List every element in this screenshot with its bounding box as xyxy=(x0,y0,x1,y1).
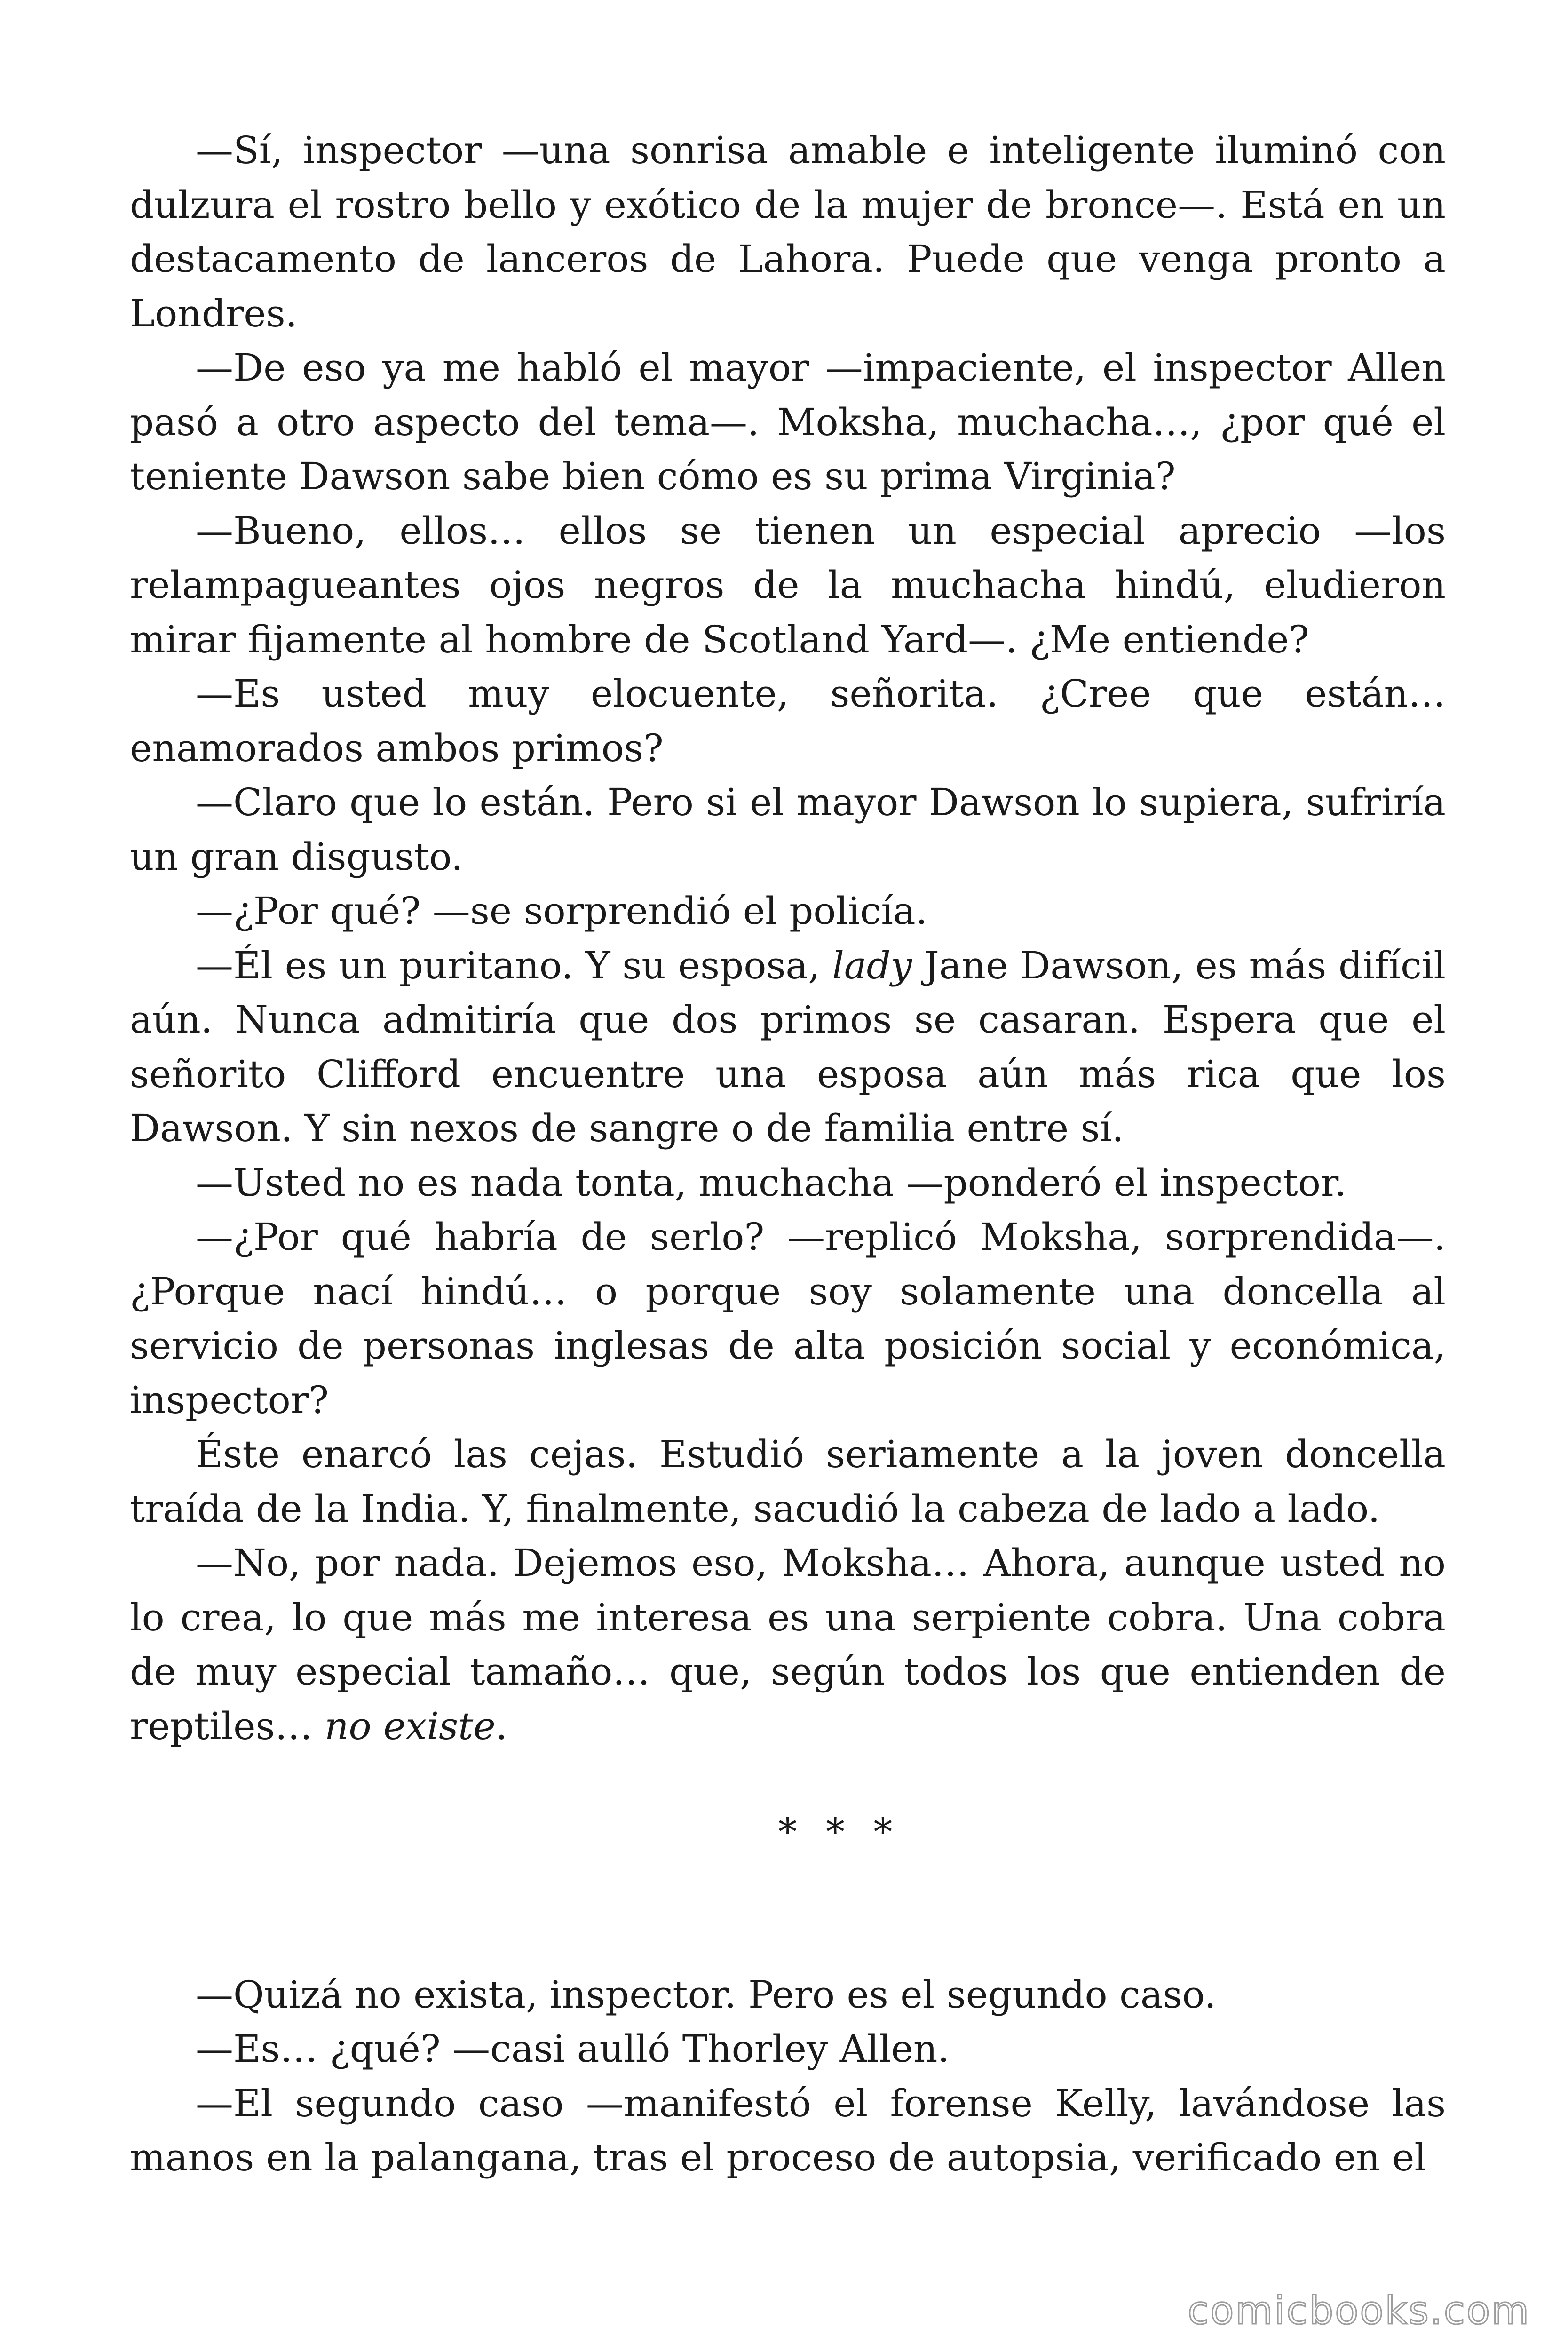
paragraph xyxy=(130,884,1446,938)
paragraph xyxy=(130,2022,1446,2076)
text-run: —Quizá no exista, inspector. Pero es el segundo caso. xyxy=(196,1972,1216,2017)
italic-text: no existe xyxy=(324,1704,496,1748)
text-run: —Es usted muy elocuente, señorita. ¿Cree que están… enamorados ambos primos? xyxy=(130,672,1446,770)
text-run: Jane Dawson, es más difícil aún. Nunca admitiría que dos primos se casaran. Espera que el señorito Clifford encuentre una esposa aún más rica que los Dawson. Y sin nexos de sangre o de familia entre sí. xyxy=(130,943,1446,1150)
text-run: —Usted no es nada tonta, muchacha —ponderó el inspector. xyxy=(196,1160,1346,1205)
paragraph xyxy=(130,1536,1446,1753)
text-run: —¿Por qué? —se sorprendió el policía. xyxy=(196,889,928,933)
paragraph xyxy=(130,775,1446,884)
text-section-before-break xyxy=(130,123,1446,1753)
text-run: —Es… ¿qué? —casi aulló Thorley Allen. xyxy=(196,2027,950,2071)
scene-break-separator: * * * xyxy=(778,1810,901,1854)
paragraph xyxy=(130,123,1446,341)
paragraph xyxy=(130,938,1446,1156)
italic-text: lady xyxy=(832,943,912,987)
book-page xyxy=(130,123,1446,2185)
text-run: —Bueno, ellos… ellos se tienen un especial aprecio —los relampagueantes ojos negros de la muchacha hindú, eludieron mirar fijamente al hombre de Scotland Yard—. ¿Me entiende? xyxy=(130,509,1446,661)
paragraph xyxy=(130,1427,1446,1536)
text-run: —El segundo caso —manifestó el forense Kelly, lavándose las manos en la palangana, tras el proceso de autopsia, verificado en el xyxy=(130,2081,1446,2179)
paragraph xyxy=(130,667,1446,775)
text-run: —No, por nada. Dejemos eso, Moksha… Ahora, aunque usted no lo crea, lo que más me interesa es una serpiente cobra. Una cobra de muy especial tamaño… que, según todos los que entienden de reptiles… xyxy=(130,1541,1446,1748)
paragraph xyxy=(130,1156,1446,1210)
text-section-after-break xyxy=(130,1968,1446,2185)
text-run: —Sí, inspector —una sonrisa amable e inteligente iluminó con dulzura el rostro bello y exótico de la mujer de bronce—. Está en un destacamento de lanceros de Lahora. Puede que venga pronto a Londres. xyxy=(130,128,1446,335)
text-run: —Claro que lo están. Pero si el mayor Dawson lo supiera, sufriría un gran disgusto. xyxy=(130,780,1446,879)
text-run: —Él es un puritano. Y su esposa, xyxy=(196,943,832,987)
watermark-logo: comicbooks.com xyxy=(1188,2288,1530,2333)
text-run: Éste enarcó las cejas. Estudió seriamente a la joven doncella traída de la India. Y, finalmente, sacudió la cabeza de lado a lado. xyxy=(130,1432,1446,1531)
text-run: . xyxy=(495,1704,508,1748)
text-run: —De eso ya me habló el mayor —impaciente, el inspector Allen pasó a otro aspecto del tema—. Moksha, muchacha…, ¿por qué el teniente Dawson sabe bien cómo es su prima Virginia? xyxy=(130,346,1446,498)
paragraph xyxy=(130,1210,1446,1427)
paragraph xyxy=(130,1968,1446,2022)
paragraph xyxy=(130,341,1446,504)
paragraph xyxy=(130,504,1446,667)
paragraph xyxy=(130,2076,1446,2185)
text-run: —¿Por qué habría de serlo? —replicó Moksha, sorprendida—. ¿Porque nací hindú… o porque soy solamente una doncella al servicio de personas inglesas de alta posición social y económica, inspector? xyxy=(130,1215,1446,1422)
